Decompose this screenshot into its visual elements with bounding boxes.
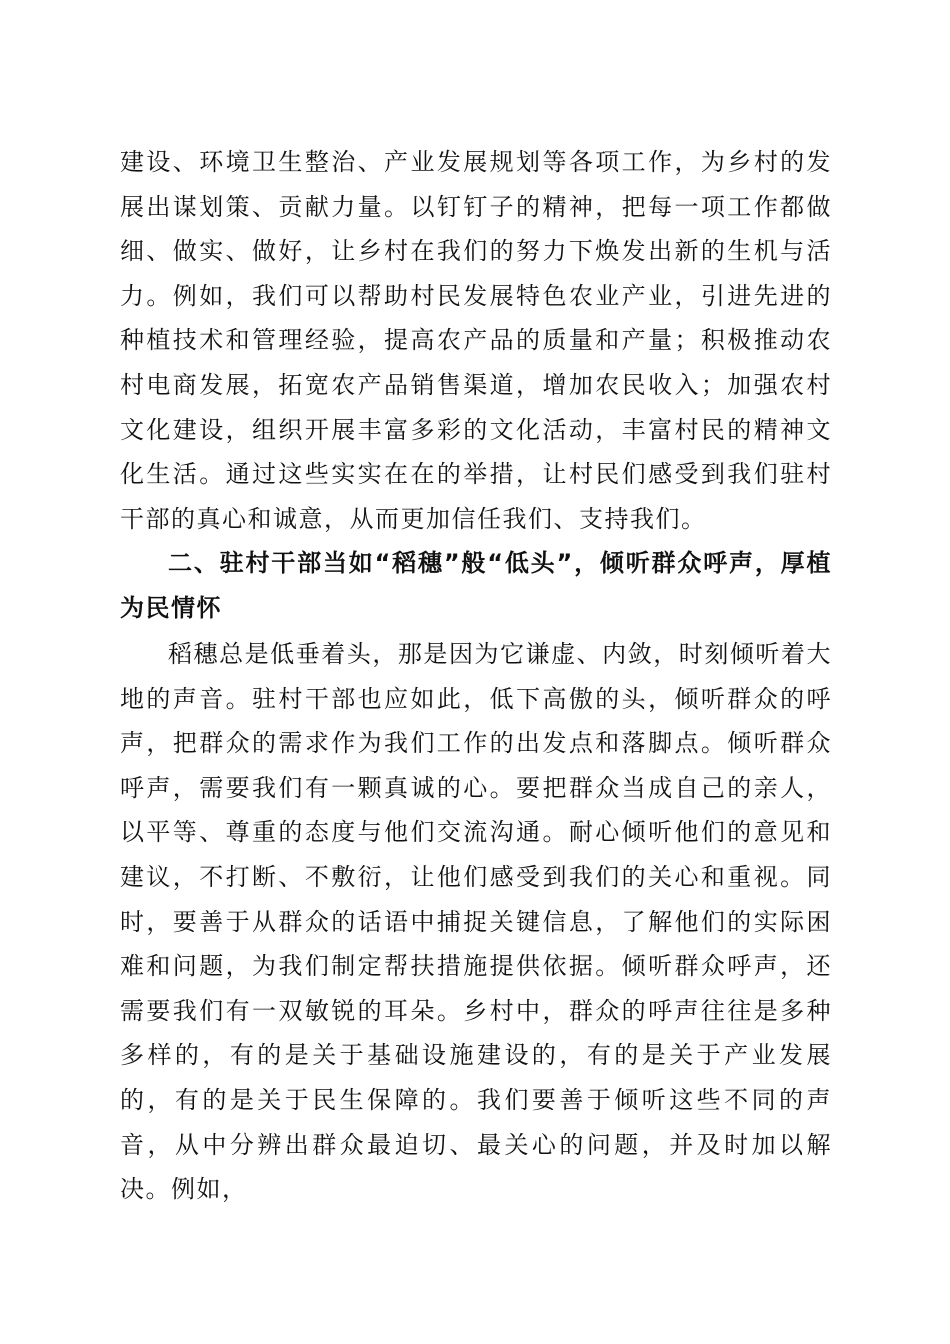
section-heading: 二、驻村干部当如“稻穗”般“低头”，倾听群众呼声，厚植为民情怀 xyxy=(120,549,832,622)
body-paragraph: 稻穗总是低垂着头，那是因为它谦虚、内敛，时刻倾听着大地的声音。驻村干部也应如此，低下高傲的头，倾听群众的呼声，把群众的需求作为我们工作的出发点和落脚点。倾听群众呼声，需要我们有一颗真诚的心。要把群众当成自己的亲人，以平等、尊重的态度与他们交流沟通。耐心倾听他们的意见和建议，不打断、不敷衍，让他们感受到我们的关心和重视。同时，要善于从群众的话语中捕捉关键信息，了解他们的实际困难和问题，为我们制定帮扶措施提供依据。倾听群众呼声，还需要我们有一双敏锐的耳朵。乡村中，群众的呼声往往是多种多样的，有的是关于基础设施建设的，有的是关于产业发展的，有的是关于民生保障的。我们要善于倾听这些不同的声音，从中分辨出群众最迫切、最关心的问题，并及时加以解决。例如， xyxy=(120,640,832,1204)
body-paragraph-continued: 建设、环境卫生整治、产业发展规划等各项工作，为乡村的发展出谋划策、贡献力量。以钉钉子的精神，把每一项工作都做细、做实、做好，让乡村在我们的努力下焕发出新的生机与活力。例如，我们可以帮助村民发展特色农业产业，引进先进的种植技术和管理经验，提高农产品的质量和产量；积极推动农村电商发展，拓宽农产品销售渠道，增加农民收入；加强农村文化建设，组织开展丰富多彩的文化活动，丰富村民的精神文化生活。通过这些实实在在的举措，让村民们感受到我们驻村干部的真心和诚意，从而更加信任我们、支持我们。 xyxy=(120,148,832,533)
